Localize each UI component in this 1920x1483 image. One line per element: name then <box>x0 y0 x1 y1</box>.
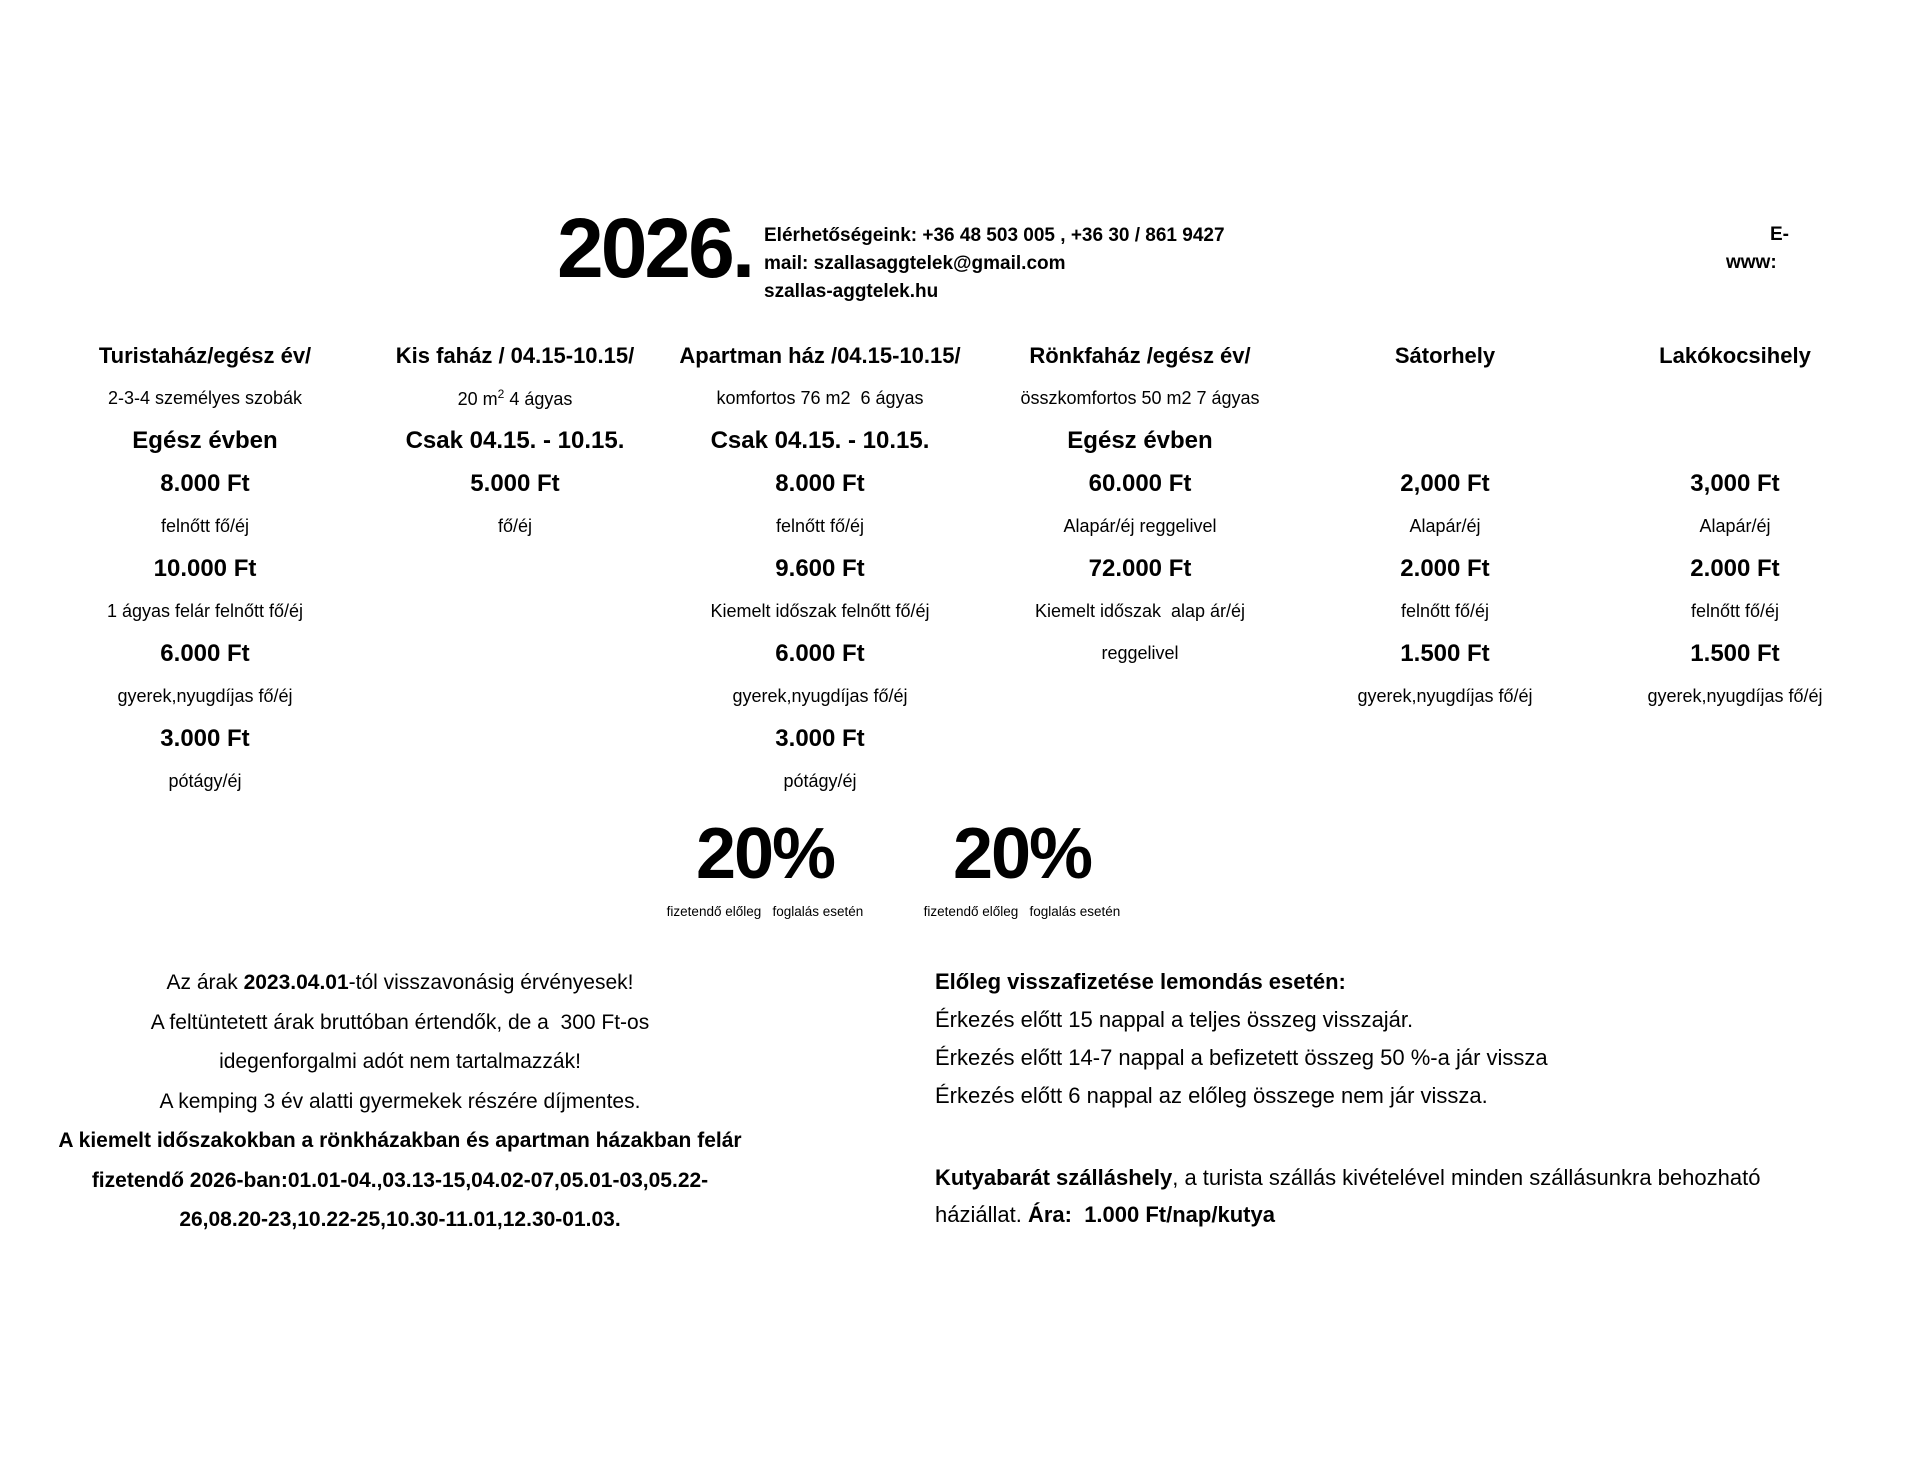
notes-camping-line: A kemping 3 év alatti gyermekek részére díjmentes. <box>159 1089 641 1113</box>
contact-email-prefix: E- <box>1770 224 1789 245</box>
price-value: 8.000 Ft <box>775 469 865 497</box>
price-value: 3.000 Ft <box>775 724 865 752</box>
col-turistahaz-title: Turistaház/egész év/ <box>98 343 312 369</box>
deposit-block-apartman <box>655 814 875 919</box>
col-lakokocsihely-title: Lakókocsihely <box>1659 343 1811 369</box>
price-value: 9.600 Ft <box>775 554 865 582</box>
price-value: 6.000 Ft <box>160 639 250 667</box>
price-label: felnőtt fő/éj <box>160 515 250 536</box>
price-label: Alapár/éj reggelivel <box>1063 515 1217 536</box>
notes-text: Az árak <box>166 971 244 994</box>
price-value: 10.000 Ft <box>153 554 257 582</box>
year-title: 2026. <box>557 201 753 295</box>
price-value: 2.000 Ft <box>1690 554 1780 582</box>
price-value: 1.500 Ft <box>1690 639 1780 667</box>
price-label: gyerek,nyugdíjas fő/éj <box>1357 685 1533 706</box>
contact-block <box>764 222 1225 306</box>
price-label: felnőtt fő/éj <box>1690 600 1780 621</box>
col-apartman-period: Csak 04.15. - 10.15. <box>710 427 930 455</box>
price-value: 72.000 Ft <box>1088 554 1192 582</box>
price-label: felnőtt fő/éj <box>775 515 865 536</box>
col-ronkfahaz-period: Egész évben <box>1067 427 1213 455</box>
col-kisfahaz-subtitle <box>458 387 573 410</box>
price-label: Kiemelt időszak alap ár/éj <box>1034 600 1246 621</box>
refund-line-6days: Érkezés előtt 6 nappal az előleg összege nem jár vissza. <box>935 1083 1488 1108</box>
deposit-percent: 20% <box>952 814 1092 894</box>
price-label: fő/éj <box>497 515 533 536</box>
col-apartman-subtitle: komfortos 76 m2 6 ágyas <box>716 388 924 409</box>
col-ronkfahaz-title: Rönkfaház /egész év/ <box>1029 343 1251 369</box>
contact-www-prefix: www: <box>1726 252 1777 273</box>
col-turistahaz-subtitle: 2-3-4 személyes szobák <box>107 388 303 409</box>
price-label: Alapár/éj <box>1699 515 1771 536</box>
notes-surcharge-line2: fizetendő 2026-ban:01.01-04.,03.13-15,04.02-07,05.01-03,05.22- <box>91 1168 709 1192</box>
refund-line-15days: Érkezés előtt 15 nappal a teljes összeg visszajár. <box>935 1007 1414 1032</box>
price-value: 3,000 Ft <box>1690 469 1780 497</box>
price-label: Alapár/éj <box>1409 515 1481 536</box>
price-table <box>40 335 1880 803</box>
subtitle-text: 4 ágyas <box>504 389 573 410</box>
col-turistahaz-period: Egész évben <box>132 427 278 455</box>
superscript-2: 2 <box>497 387 505 402</box>
subtitle-text: 20 m <box>457 389 498 410</box>
contact-email-line: mail: szallasaggtelek@gmail.com <box>764 253 1066 274</box>
refund-line-14-7days: Érkezés előtt 14-7 nappal a befizetett összeg 50 %-a jár vissza <box>935 1045 1548 1070</box>
price-value: 2,000 Ft <box>1400 469 1490 497</box>
contact-phone-line: Elérhetőségeink: +36 48 503 005 , +36 30 / 861 9427 <box>764 225 1225 246</box>
dog-policy-text: , a turista szállás kivételével minden szállásunkra behozható háziállat. <box>935 1165 1767 1227</box>
notes-surcharge-line3: 26,08.20-23,10.22-25,10.30-11.01,12.30-01.03. <box>179 1208 621 1231</box>
notes-date-bold: 2023.04.01 <box>243 971 349 994</box>
notes-surcharge-line1: A kiemelt időszakokban a rönkházakban és apartman házakban felár <box>58 1129 742 1152</box>
deposit-percent: 20% <box>695 814 835 894</box>
col-kisfahaz-period: Csak 04.15. - 10.15. <box>405 427 625 455</box>
price-value: 6.000 Ft <box>775 639 865 667</box>
price-label: 1 ágyas felár felnőtt fő/éj <box>106 600 304 621</box>
col-apartman-title: Apartman ház /04.15-10.15/ <box>679 343 961 369</box>
dog-price-bold: Ára: 1.000 Ft/nap/kutya <box>1027 1202 1275 1227</box>
price-label: pótágy/éj <box>783 770 857 791</box>
contact-website-line: szallas-aggtelek.hu <box>764 281 939 302</box>
dog-policy-bold: Kutyabarát szálláshely <box>935 1165 1173 1190</box>
dog-policy <box>935 1159 1780 1233</box>
price-label: gyerek,nyugdíjas fő/éj <box>1647 685 1823 706</box>
notes-validity-line <box>0 963 800 1003</box>
price-label: felnőtt fő/éj <box>1400 600 1490 621</box>
col-kisfahaz-title: Kis faház / 04.15-10.15/ <box>395 343 635 369</box>
price-value: 5.000 Ft <box>470 469 560 497</box>
price-label: gyerek,nyugdíjas fő/éj <box>117 685 293 706</box>
notes-text: -tól visszavonásig érvényesek! <box>348 971 634 994</box>
refund-heading: Előleg visszafizetése lemondás esetén: <box>935 969 1346 994</box>
deposit-note: fizetendő előleg foglalás esetén <box>666 904 864 919</box>
price-value: 1.500 Ft <box>1400 639 1490 667</box>
col-ronkfahaz-subtitle: összkomfortos 50 m2 7 ágyas <box>1020 388 1260 409</box>
price-label: reggelivel <box>1101 643 1179 664</box>
price-label: Kiemelt időszak felnőtt fő/éj <box>710 600 930 621</box>
deposit-block-ronkfahaz <box>912 814 1132 919</box>
notes-gross-line: A feltüntetett árak bruttóban értendők, de a 300 Ft-os <box>150 1010 650 1034</box>
price-value: 2.000 Ft <box>1400 554 1490 582</box>
refund-notes <box>935 963 1780 1233</box>
deposit-note: fizetendő előleg foglalás esetén <box>923 904 1121 919</box>
general-notes <box>0 963 800 1240</box>
price-value: 3.000 Ft <box>160 724 250 752</box>
notes-tax-line: idegenforgalmi adót nem tartalmazzák! <box>219 1050 581 1073</box>
col-satorhely-title: Sátorhely <box>1394 343 1496 369</box>
price-label: gyerek,nyugdíjas fő/éj <box>732 685 908 706</box>
price-value: 8.000 Ft <box>160 469 250 497</box>
price-label: pótágy/éj <box>168 770 242 791</box>
price-value: 60.000 Ft <box>1088 469 1192 497</box>
